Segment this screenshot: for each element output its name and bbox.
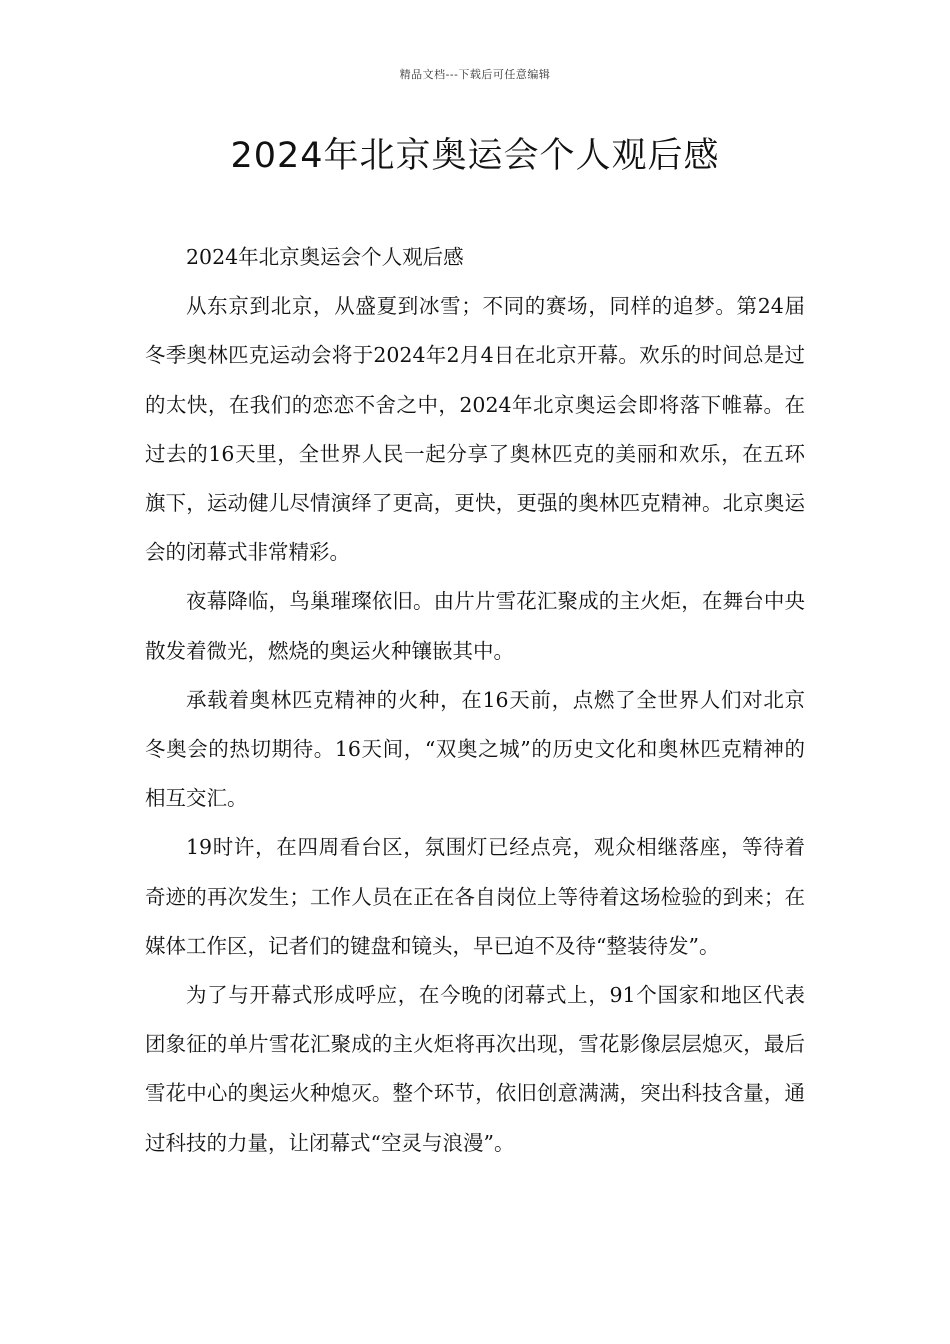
paragraph-torch: 为了与开幕式形成呼应，在今晚的闭幕式上，91个国家和地区代表团象征的单片雪花汇聚成的主火炬将再次出现，雪花影像层层熄灭，最后雪花中心的奥运火种熄灭。整个环节，依旧创意满满，突出科技含量，通过科技的力量，让闭幕式“空灵与浪漫”。 [145, 983, 805, 1155]
paragraph-flame: 承载着奥林匹克精神的火种，在16天前，点燃了全世界人们对北京冬奥会的热切期待。16天间，“双奥之城”的历史文化和奥林匹克精神的相互交汇。 [145, 687, 805, 811]
document-body [145, 233, 805, 1168]
header-note: 精品文档---下载后可任意编辑 [399, 68, 551, 81]
paragraph-stands: 19时许，在四周看台区，氛围灯已经点亮，观众相继落座，等待着奇迹的再次发生；工作人员在正在各自岗位上等待着这场检验的到来；在媒体工作区，记者们的键盘和镜头，早已迫不及待“整装待发”。 [145, 835, 805, 958]
paragraph-intro: 从东京到北京，从盛夏到冰雪；不同的赛场，同样的追梦。第24届冬季奥林匹克运动会将于2024年2月4日在北京开幕。欢乐的时间总是过的太快，在我们的恋恋不舍之中，2024年北京奥运会即将落下帷幕。在过去的16天里，全世界人民一起分享了奥林匹克的美丽和欢乐，在五环旗下，运动健儿尽情演绎了更高，更快，更强的奥林匹克精神。北京奥运会的闭幕式非常精彩。 [145, 294, 805, 565]
paragraph-nightfall: 夜幕降临，鸟巢璀璨依旧。由片片雪花汇聚成的主火炬，在舞台中央散发着微光，燃烧的奥运火种镶嵌其中。 [145, 589, 805, 663]
document-title: 2024年北京奥运会个人观后感 [230, 136, 720, 176]
paragraph-subtitle: 2024年北京奥运会个人观后感 [186, 245, 464, 269]
